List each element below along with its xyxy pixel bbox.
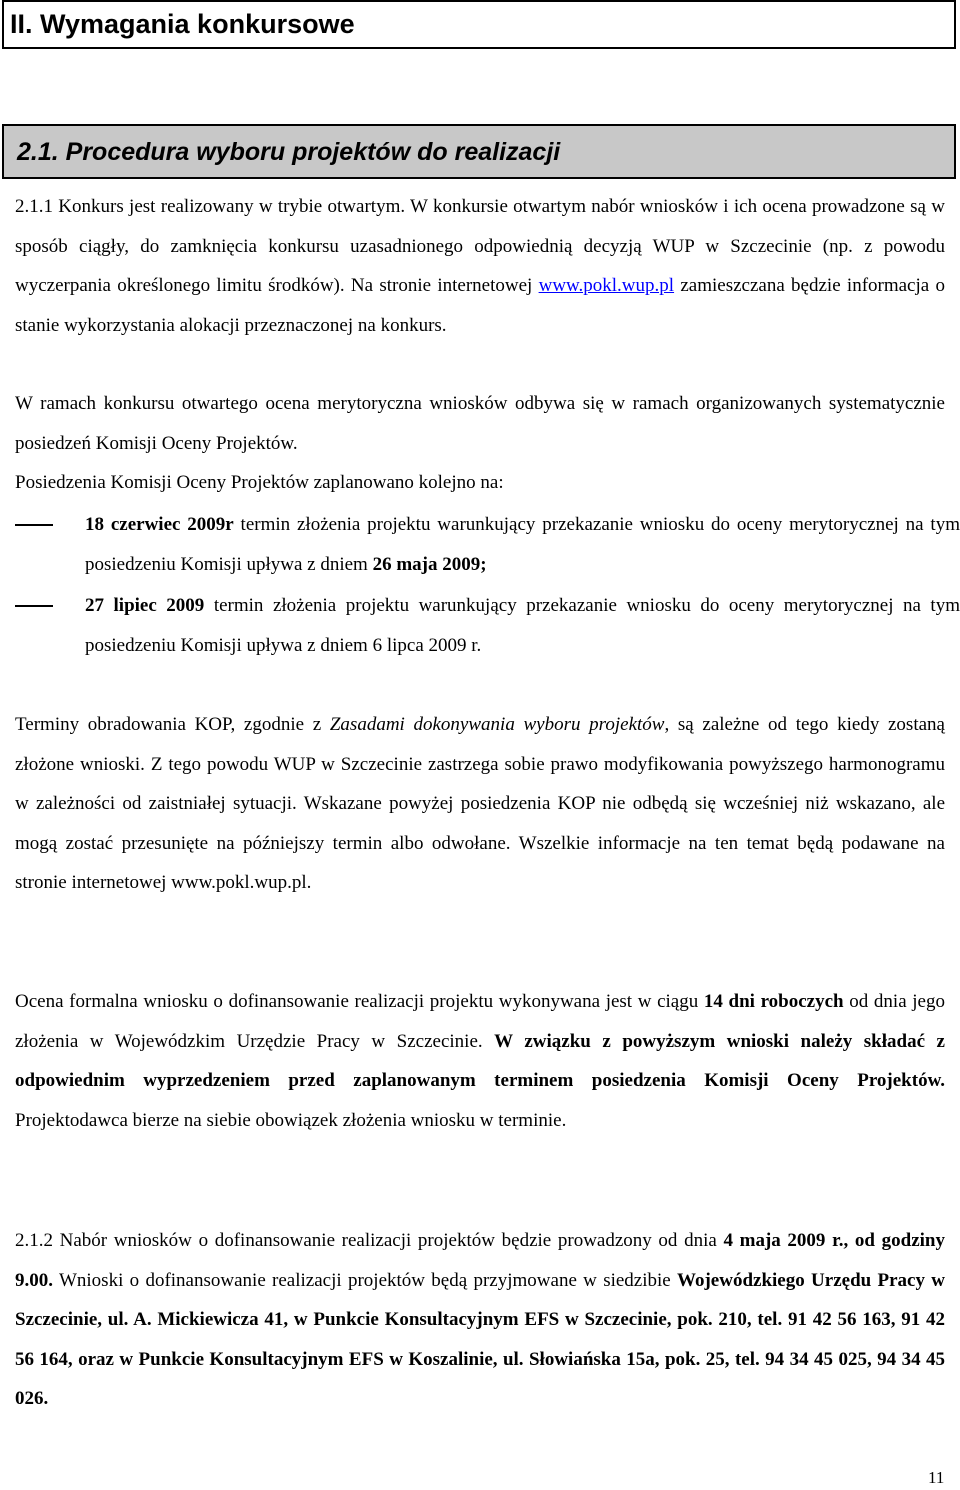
schedule-item-desc: termin złożenia projektu warunkujący przekazanie wniosku do oceny merytorycznej na tym posiedzeniu Komisji upływa z dniem 6 lipca 2009 r. (85, 595, 960, 656)
p5-text-c: Projektodawca bierze na siebie obowiązek złożenia wniosku w terminie. (15, 1109, 567, 1131)
p4-text-b: , są zależne od tego kiedy zostaną złożone wnioski. Z tego powodu WUP w Szczecinie zastrzega sobie prawo modyfikowania powyższego harmonogramu w zależności od zaistniałej sytuacji. Wskazane powyżej posiedzenia KOP nie odbędą się wcześniej niż wskazano, ale mogą zostać przesunięte na późniejszy termin albo odwołane. Wszelkie informacje na ten temat będą podawane na stronie internetowej www.pokl.wup.pl. (15, 714, 945, 893)
paragraph-2-1-1 (15, 187, 945, 345)
paragraph-kop-dates (15, 705, 945, 903)
schedule-item (15, 586, 960, 666)
p6-text-b: Wnioski o dofinansowanie realizacji projektów będą przyjmowane w siedzibie (53, 1269, 678, 1291)
p4-text-a: Terminy obradowania KOP, zgodnie z (15, 714, 330, 735)
p5-text-a: Ocena formalna wniosku o dofinansowanie realizacji projektu wykonywana jest w ciągu (15, 991, 704, 1012)
p5-bold-1: 14 dni roboczych (703, 991, 844, 1012)
schedule-deadline: 26 maja 2009; (372, 553, 487, 575)
p6-text-a: 2.1.2 Nabór wniosków o dofinansowanie realizacji projektów będzie prowadzony od dnia (15, 1230, 724, 1251)
p1-text-b: zamieszczana będzie informacja o stanie wykorzystania alokacji przeznaczonej na konkurs. (15, 275, 945, 336)
section-heading: 2.1. Procedura wyboru projektów do realizacji (17, 138, 561, 166)
p3-text: Posiedzenia Komisji Oceny Projektów zaplanowano kolejno na: (15, 472, 504, 493)
schedule-item-desc: termin złożenia projektu warunkujący przekazanie wniosku do oceny merytorycznej na tym posiedzeniu Komisji upływa z dniem (85, 514, 960, 575)
page-number: 11 (928, 1468, 945, 1487)
paragraph-open-competition (15, 384, 945, 463)
p5-bold-2: W związku z powyższym wnioski należy składać z odpowiednim wyprzedzeniem przed zaplanowanym terminem posiedzenia Komisji Oceny Projektów. (15, 1030, 945, 1091)
paragraph-formal-assessment (15, 982, 945, 1140)
p6-bold-1: 4 maja 2009 r., od godziny 9.00. (15, 1230, 946, 1291)
schedule-item-text (85, 505, 960, 584)
dash-bullet-icon (15, 524, 53, 526)
chapter-heading-box (2, 0, 956, 49)
website-link[interactable]: www.pokl.wup.pl (538, 275, 675, 296)
schedule-item (15, 505, 960, 585)
chapter-heading: II. Wymagania konkursowe (10, 9, 355, 39)
paragraph-2-1-2 (15, 1221, 945, 1419)
paragraph-kop-schedule-intro (15, 463, 945, 503)
p1-text-a: 2.1.1 Konkurs jest realizowany w trybie otwartym. W konkursie otwartym nabór wniosków i ich ocena prowadzone są w sposób ciągły, do zamknięcia konkursu uzasadnionego odpowiednią decyzją WUP w Szczecinie (np. z powodu wyczerpania określonego limitu środków). Na stronie internetowej (15, 196, 945, 296)
section-heading-box (2, 124, 956, 179)
schedule-item-text (85, 586, 960, 665)
schedule-date: 18 czerwiec 2009r (85, 514, 234, 535)
p5-text-b: od dnia jego złożenia w Wojewódzkim Urzędzie Pracy w Szczecinie. (15, 991, 945, 1052)
schedule-date: 27 lipiec 2009 (85, 595, 205, 616)
rules-document-title: Zasadami dokonywania wyboru projektów (329, 714, 665, 735)
p6-bold-2: Wojewódzkiego Urzędu Pracy w Szczecinie, ul. A. Mickiewicza 41, w Punkcie Konsultacyjnym EFS w Szczecinie, pok. 210, tel. 91 42 56 163, 91 42 56 164, oraz w Punkcie Konsultacyjnym EFS w Koszalinie, ul. Słowiańska 15a, pok. 25, tel. 94 34 45 025, 94 34 45 026. (15, 1269, 945, 1409)
dash-bullet-icon (15, 605, 53, 607)
p2-text: W ramach konkursu otwartego ocena merytoryczna wniosków odbywa się w ramach organizowanych systematycznie posiedzeń Komisji Oceny Projektów. (15, 393, 945, 454)
